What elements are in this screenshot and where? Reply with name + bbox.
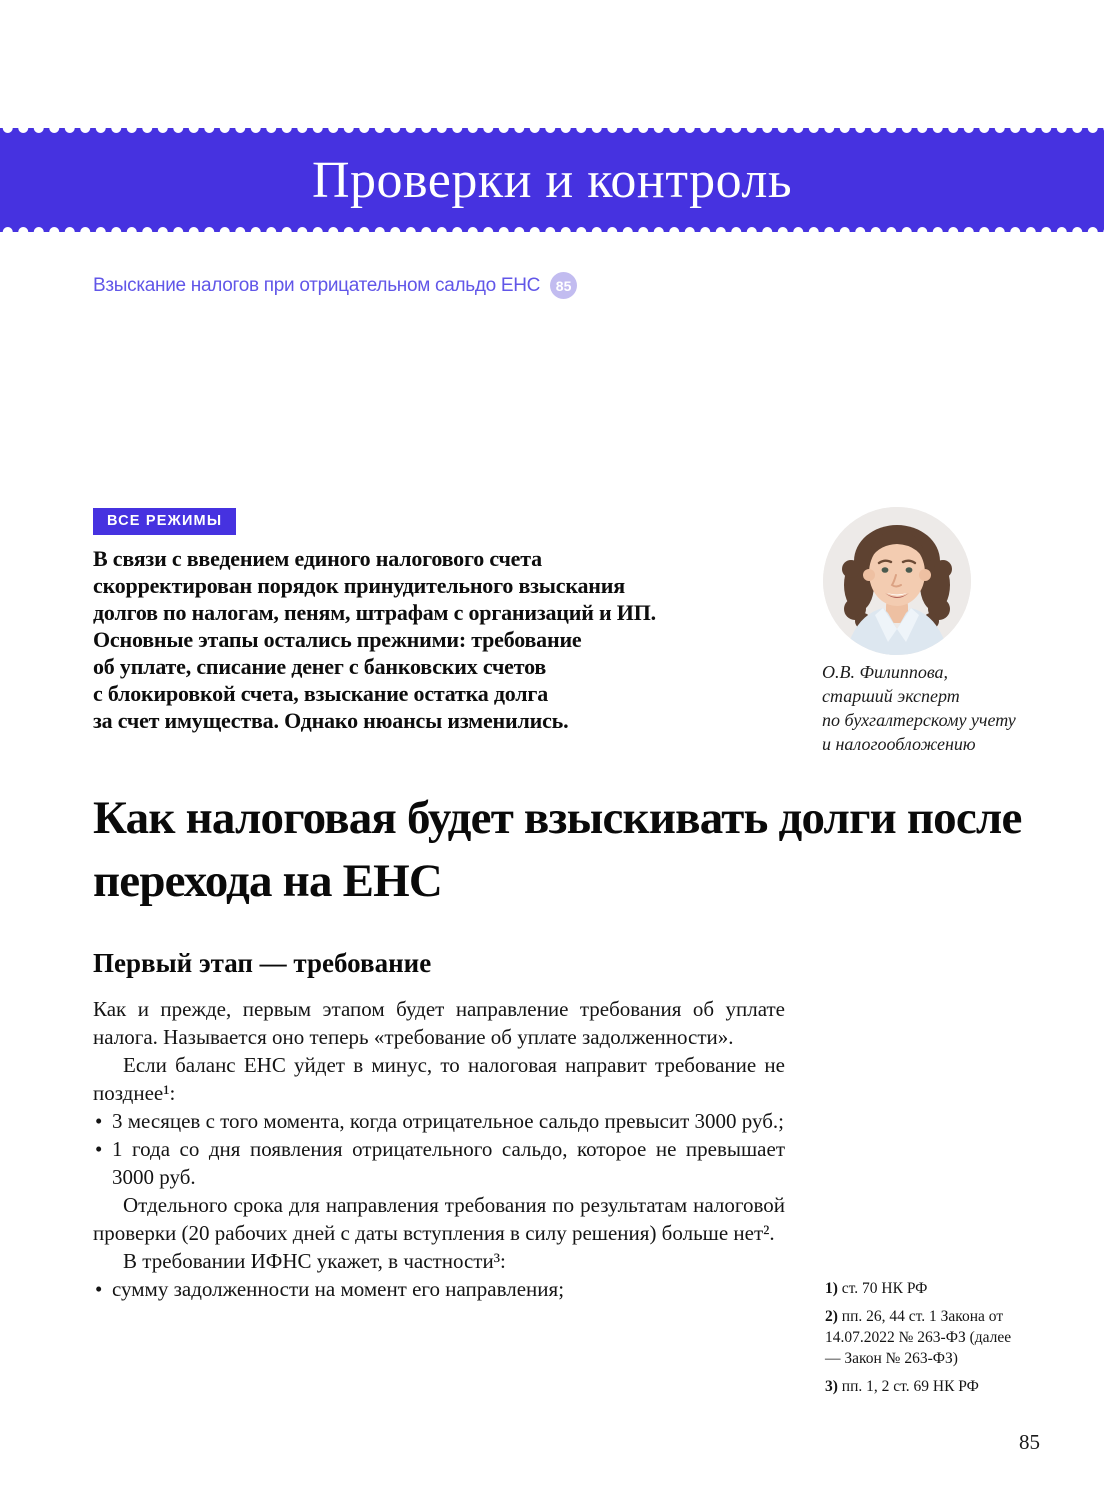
footnote-text: пп. 26, 44 ст. 1 Закона от 14.07.2022 № 263-ФЗ (далее — Закон № 263-ФЗ) [825, 1308, 1012, 1367]
author-role-line: и налогообложению [822, 734, 976, 754]
body-paragraph: В требовании ИФНС укажет, в частности³: [123, 1249, 506, 1273]
lede-line: за счет имущества. Однако нюансы изменились. [93, 708, 569, 733]
footnote [825, 1306, 1021, 1369]
body-bullet-item: • 3 месяцев с того момента, когда отрицательное сальдо превысит 3000 руб.; [93, 1107, 785, 1135]
author-portrait-illustration [823, 507, 971, 655]
kicker-page-badge: 85 [550, 272, 577, 299]
footnote-number: 1) [825, 1280, 838, 1297]
body-bullet-item: • 1 года со дня появления отрицательного сальдо, которое не превышает 3000 руб. [93, 1135, 785, 1191]
article-lede [93, 545, 803, 734]
footnote [825, 1376, 1021, 1397]
kicker-text: Взыскание налогов при отрицательном сальдо ЕНС [93, 274, 541, 296]
footnote-text: пп. 1, 2 ст. 69 НК РФ [841, 1378, 979, 1395]
body-paragraph: Отдельного срока для направления требования по результатам налоговой проверки (20 рабочих дней с даты вступления в силу решения) больше нет². [93, 1193, 785, 1245]
footnote [825, 1278, 1021, 1299]
lede-line: об уплате, списание денег с банковских счетов [93, 654, 547, 679]
article-body [93, 995, 785, 1303]
rubric-banner [0, 128, 1104, 232]
body-paragraph: Если баланс ЕНС уйдет в минус, то налоговая направит требование не позднее¹: [93, 1053, 785, 1105]
lede-line: с блокировкой счета, взыскание остатка долга [93, 681, 549, 706]
body-bullet-item: • сумму задолженности на момент его направления; [93, 1275, 785, 1303]
mode-badge: ВСЕ РЕЖИМЫ [93, 508, 236, 535]
lede-line: В связи с введением единого налогового счета [93, 546, 542, 571]
kicker-row [93, 272, 577, 299]
article-title: Как налоговая будет взыскивать долги после перехода на ЕНС [93, 792, 1022, 907]
author-role-line: по бухгалтерскому учету [822, 710, 1016, 730]
footnote-text: ст. 70 НК РФ [841, 1280, 928, 1297]
page-number: 85 [1019, 1430, 1040, 1454]
author-role-line: старший эксперт [822, 686, 960, 706]
author-photo [823, 507, 971, 655]
footnote-number: 2) [825, 1308, 838, 1325]
lede-line: Основные этапы остались прежними: требование [93, 627, 582, 652]
author-name: О.В. Филиппова, [822, 662, 949, 682]
footnote-number: 3) [825, 1378, 838, 1395]
lede-line: долгов по налогам, пеням, штрафам с организаций и ИП. [93, 600, 656, 625]
section-heading: Первый этап — требование [93, 948, 432, 978]
author-caption [822, 660, 1052, 756]
body-paragraph: Как и прежде, первым этапом будет направление требования об уплате налога. Называется оно теперь «требование об уплате задолженности». [93, 997, 785, 1049]
rubric-title: Проверки и контроль [311, 151, 793, 209]
lede-line: скорректирован порядок принудительного взыскания [93, 573, 625, 598]
footnotes [825, 1278, 1021, 1404]
